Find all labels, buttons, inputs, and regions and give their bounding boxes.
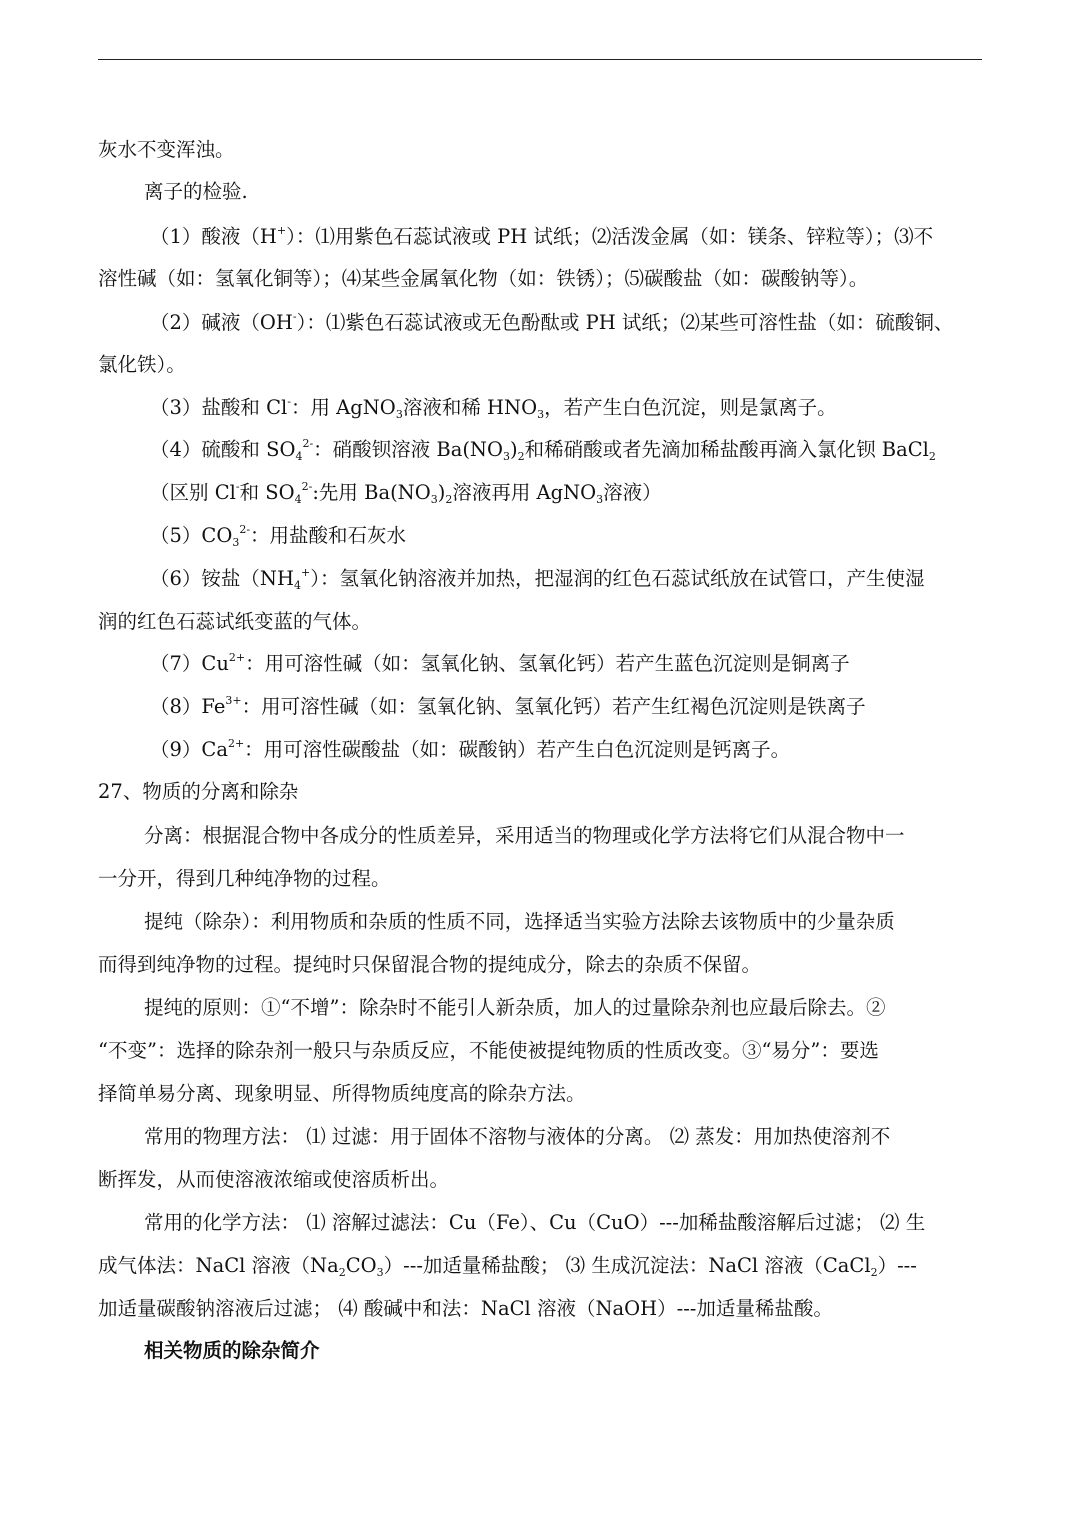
section-heading-27: 27、物质的分离和除杂 <box>98 780 299 803</box>
ion-test-oh: （2）碱液（OH-）：⑴紫色石蕊试液或无色酚酞或 PH 试纸；⑵某些可溶性盐（如：硫酸铜、 <box>150 310 954 334</box>
paragraph-line: 而得到纯净物的过程。提纯时只保留混合物的提纯成分，除去的杂质不保留。 <box>98 953 762 976</box>
paragraph-line: 润的红色石蕊试纸变蓝的气体。 <box>98 610 372 633</box>
paragraph-line: 提纯（除杂）：利用物质和杂质的性质不同，选择适当实验方法除去该物质中的少量杂质 <box>144 910 895 933</box>
paragraph-line: 常用的物理方法： ⑴ 过滤：用于固体不溶物与液体的分离。 ⑵ 蒸发：用加热使溶剂不 <box>144 1125 891 1148</box>
paragraph-line: 一分开，得到几种纯净物的过程。 <box>98 867 391 890</box>
paragraph-line: 断挥发，从而使溶液浓缩或使溶质析出。 <box>98 1168 450 1191</box>
ion-test-cl: （3）盐酸和 Cl-：用 AgNO$_3$溶液和稀 $HNO_3$，若产生白色沉淀，则是氯离子。 <box>150 395 837 421</box>
ion-test-fe: $(8)Fe^{3+}$：用可溶性碱（如：氢氧化钠、氢氧化钙）若产生红褐色沉淀则是铁离子 <box>150 694 866 718</box>
paragraph-line: 常用的化学方法： ⑴ 溶解过滤法：Cu（Fe）、Cu（CuO）---加稀盐酸溶解后过滤； ⑵ 生 <box>144 1211 926 1234</box>
paragraph-line: 溶性碱（如：氢氧化铜等）；⑷某些金属氧化物（如：铁锈）；⑸碳酸盐（如：碳酸钠等）。 <box>98 267 869 290</box>
ion-test-so4: （4）硫酸和 $SO_4^{2-}$：硝酸钡溶液 $Ba(NO_3)_2$和稀硝酸或者先滴加稀盐酸再滴入氯化钡 BaCl$_2$ <box>150 437 936 463</box>
paragraph-line: 分离：根据混合物中各成分的性质差异，采用适当的物理或化学方法将它们从混合物中一 <box>144 824 905 847</box>
paragraph-line: 灰水不变浑浊。 <box>98 138 235 161</box>
ion-test-cu: $(7)Cu^{2+}$：用可溶性碱（如：氢氧化钠、氢氧化钙）若产生蓝色沉淀则是铜离子 <box>150 651 850 675</box>
paragraph-line: 氯化铁）。 <box>98 353 186 376</box>
ion-test-nh4: （6）铵盐$(NH_4^+)$：氢氧化钠溶液并加热，把湿润的红色石蕊试纸放在试管口，产生使湿 <box>150 566 925 592</box>
ion-test-ca: $(9)Ca^{2+}$：用可溶性碳酸盐（如：碳酸钠）若产生白色沉淀则是钙离子。 <box>150 737 791 761</box>
section-heading: 离子的检验. <box>144 180 248 203</box>
subsection-heading: 相关物质的除杂简介 <box>144 1339 320 1362</box>
paragraph-line: 加适量碳酸钠溶液后过滤； ⑷ 酸碱中和法：NaCl 溶液（NaOH）---加适量稀盐酸。 <box>98 1297 833 1320</box>
ion-test-co3: $(5)CO_3^{2-}$：用盐酸和石灰水 <box>150 523 407 549</box>
paragraph-line: 提纯的原则：①“不增”：除杂时不能引人新杂质，加人的过量除杂剂也应最后除去。② <box>144 996 886 1019</box>
paragraph-line: “不变”：选择的除杂剂一般只与杂质反应，不能使被提纯物质的性质改变。③“易分”：要选 <box>98 1039 879 1062</box>
header-rule <box>98 59 982 60</box>
ion-test-h: （1）酸液（H+）：⑴用紫色石蕊试液或 PH 试纸；⑵活泼金属（如：镁条、锌粒等）；⑶不 <box>150 224 934 248</box>
paragraph-line: 择简单易分离、现象明显、所得物质纯度高的除杂方法。 <box>98 1082 586 1105</box>
ion-test-so4-note: （区别 Cl-和 $SO_4^{2-}$:先用 $Ba(NO_3)_2$溶液再用 AgNO$_3$溶液） <box>150 480 662 506</box>
paragraph-line: 成气体法：NaCl 溶液$(Na_2CO_3)---$加适量稀盐酸； ⑶ 生成沉淀法：NaCl 溶液（CaCl$_2$）--- <box>98 1254 917 1279</box>
